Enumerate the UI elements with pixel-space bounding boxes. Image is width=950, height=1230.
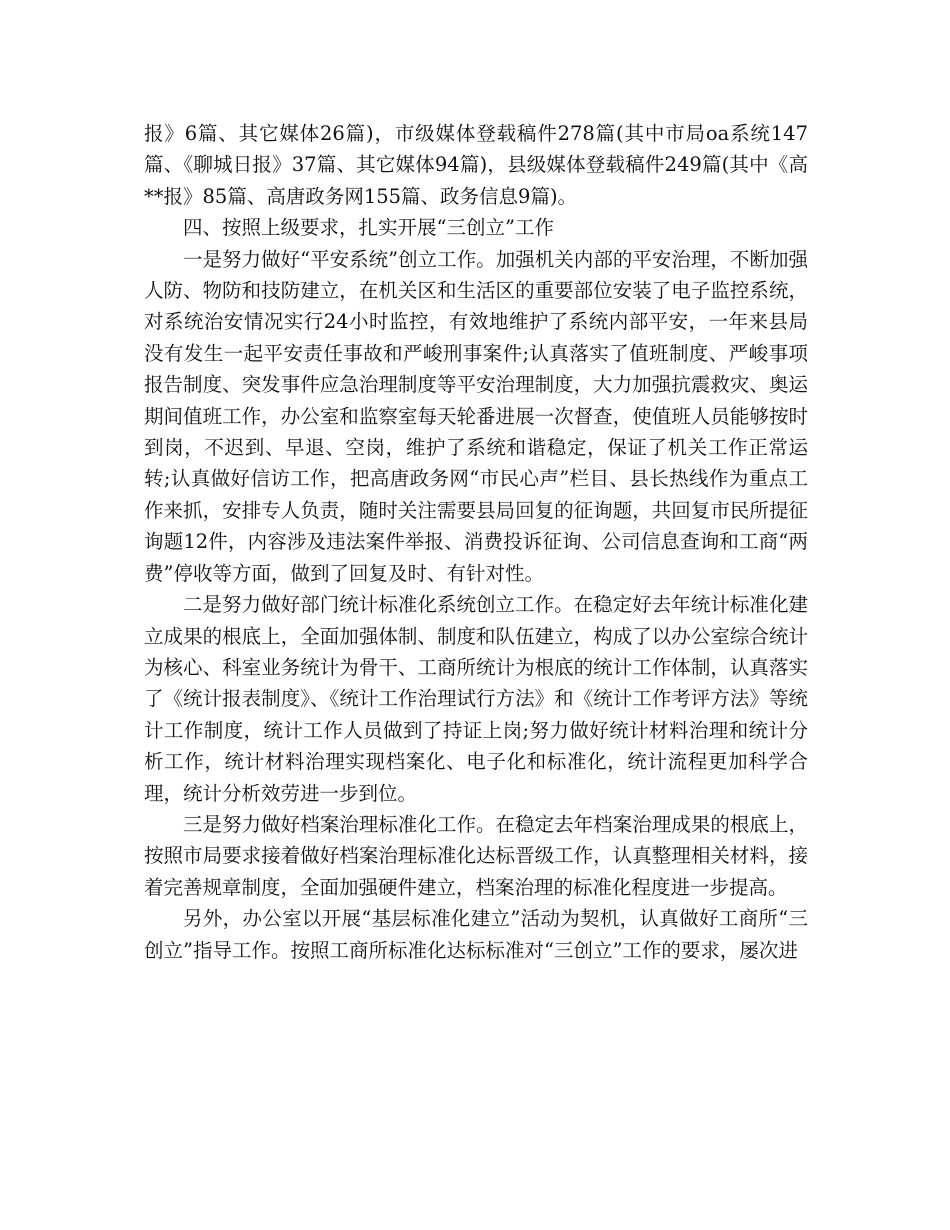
- document-body: [144, 118, 808, 966]
- paragraph-statistics-standardization: 二是努力做好部门统计标准化系统创立工作。在稳定好去年统计标准化建立成果的根底上，全面加强体制、制度和队伍建立，构成了以办公室综合统计为核心、科室业务统计为骨干、工商所统计为根底的统计工作体制，认真落实了《统计报表制度》、《统计工作治理试行方法》和《统计工作考评方法》等统计工作制度，统计工作人员做到了持证上岗;努力做好统计材料治理和统计分析工作，统计材料治理实现档案化、电子化和标准化，统计流程更加科学合理，统计分析效劳进一步到位。: [144, 593, 808, 805]
- section-heading-three-creations: 四、按照上级要求，扎实开展“三创立”工作: [183, 216, 554, 240]
- paragraph-safe-system: 一是努力做好“平安系统”创立工作。加强机关内部的平安治理，不断加强人防、物防和技防建立，在机关区和生活区的重要部位安装了电子监控系统，对系统治安情况实行24小时监控，有效地维护了系统内部平安，一年来县局没有发生一起平安责任事故和严峻刑事案件;认真落实了值班制度、严峻事项报告制度、突发事件应急治理制度等平安治理制度，大力加强抗震救灾、奥运期间值班工作，办公室和监察室每天轮番进展一次督查，使值班人员能够按时到岗，不迟到、早退、空岗，维护了系统和谐稳定，保证了机关工作正常运转;认真做好信访工作，把高唐政务网“市民心声”栏目、县长热线作为重点工作来抓，安排专人负责，随时关注需要县局回复的征询题，共回复市民所提征询题12件，内容涉及违法案件举报、消费投诉征询、公司信息查询和工商“两费”停收等方面，做到了回复及时、有针对性。: [144, 247, 808, 585]
- paragraph-grassroots-guidance: 另外，办公室以开展“基层标准化建立”活动为契机，认真做好工商所“三创立”指导工作。按照工商所标准化达标标准对“三创立”工作的要求，屡次进: [144, 907, 808, 962]
- paragraph-archive-standardization: 三是努力做好档案治理标准化工作。在稳定去年档案治理成果的根底上，按照市局要求接着做好档案治理标准化达标晋级工作，认真整理相关材料，接着完善规章制度，全面加强硬件建立，档案治理的标准化程度进一步提高。: [144, 812, 808, 899]
- paragraph-media-stats: 报》6篇、其它媒体26篇)，市级媒体登载稿件278篇(其中市局oa系统147篇、《聊城日报》37篇、其它媒体94篇)，县级媒体登载稿件249篇(其中《高**报》85篇、高唐政务网155篇、政务信息9篇)。: [144, 122, 808, 208]
